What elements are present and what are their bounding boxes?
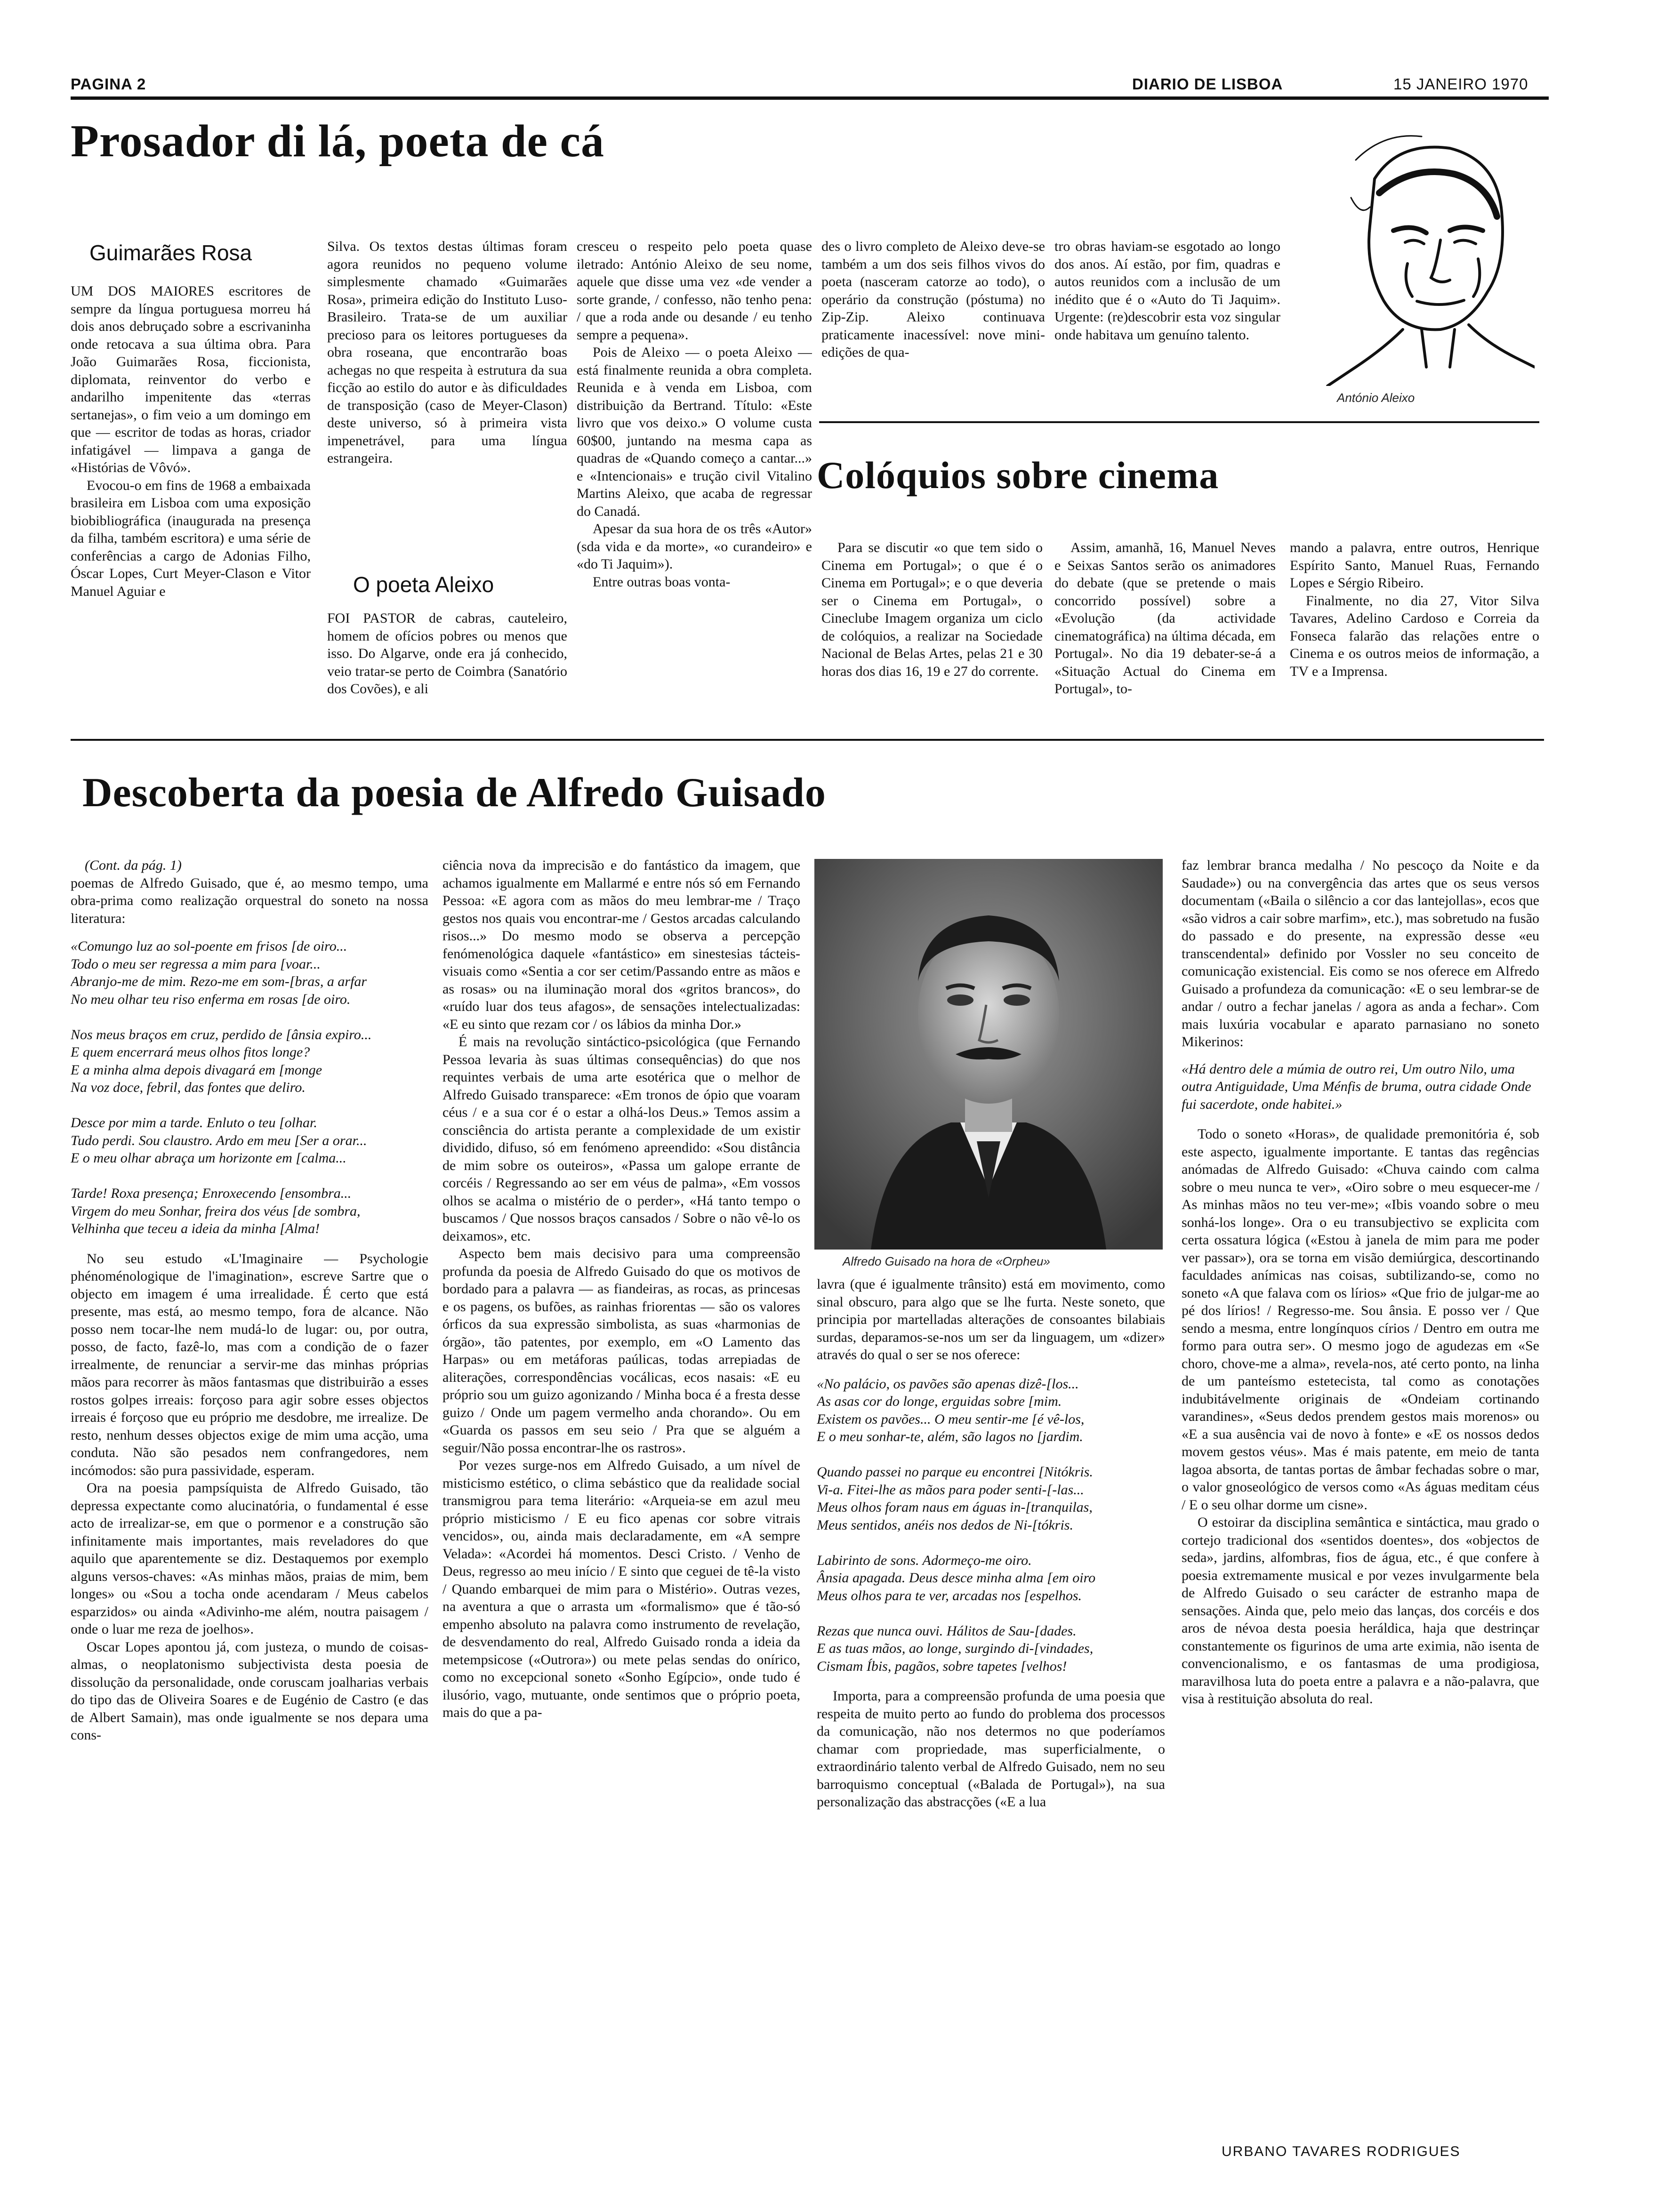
- newspaper-name: DIARIO DE LISBOA: [1132, 75, 1283, 93]
- article3-paragraph: No seu estudo «L'Imaginaire — Psychologie phénoménologique de l'imagination», escreve Sartre que o objecto em imagem é uma irrealidade. É certo que está presente, mas está, ao mesmo tempo, fora de alcance. Não posso nem tocar-lhe nem mudá-lo de lugar: ou, por outra, posso, de facto, fazê-lo, mas com a condição de o fazer irrealmente, de renunciar a servir-me das minhas próprias mãos para recorrer às mãos fantasmas que distribuirão a esses rostos golpes irreais: forçoso para agir sobre esses objectos irreais é forçoso que eu próprio me desdobre, me irrealize. De resto, nenhum desses objectos exige de mim uma acção, uma conduta. Não são pesados nem confrangedores, nem incómodos: são pura passividade, esperam.: [71, 1250, 428, 1478]
- sonnet-quote: «Há dentro dele a múmia de outro rei, Um outro Nilo, uma outra Antiguidade, Uma Ménfis de bruma, outra cidade Onde fui sacerdote, onde habitei.»: [1182, 1061, 1531, 1112]
- article2-column-1: [821, 539, 1043, 727]
- article3-paragraph: É mais na revolução sintáctico-psicológica (que Fernando Pessoa levaria às suas últimas consequências) do que nos requintes verbais de uma arte esotérica que o melhor de Alfredo Guisado transparece: «Em tronos de ópio que voaram céus / e a sua cor é o estar a olhá-los Deus.» Temos assim a consciência do artista perante a complexidade de um existir dividido, difuso, só em fenómeno apreendido: «Sou distância de mim sobre os outeiros», «Passa um galope errante de corcéis / Regressando ao ser em véus de palma», «Em vossos olhos se acalma o mistério de o perder», «Há tanto tempo o buscamos / Que nossos braços cansados / Sobre o não vê-lo os deixamos», etc.: [442, 1034, 800, 1244]
- headline-prosador: Prosador di lá, poeta de cá: [71, 116, 605, 167]
- author-signature: URBANO TAVARES RODRIGUES: [1222, 2144, 1461, 2159]
- sonnet-quote: «No palácio, os pavões são apenas dizê-[los... As asas cor do longe, erguidas sobre [mim. Existem os pavões... O meu sentir-me [é vê-los, E o meu sonhar-te, além, são lagos no [jardim. Quando passei no parque eu encontrei [Nitókris. Vi-a. Fitei-lhe as mãos para poder senti-[-las... Meus olhos foram naus em águas in-[tranquilas, Meus sentidos, anéis nos dedos de Ni-[tókris. Labirinto de sons. Adormeço-me oiro. Ânsia apagada. Deus desce minha alma [em oiro Meus olhos para te ver, arcadas nos [espelhos. Rezas que nunca ouvi. Hálitos de Sau-[dades. E as tuas mãos, ao longe, surgindo di-[vindades, Cismam Íbis, pagãos, sobre tapetes [velhos!: [817, 1376, 1096, 1674]
- article1-paragraph: Pois de Aleixo — o poeta Aleixo — está finalmente reunida a obra completa. Reunida e à venda em Lisboa, com distribuição da Bertrand. Título: «Este livro que vos deixo.» O volume custa 60$00, juntando na mesma capa as quadras de «Quando começo a cantar...» e «Intencionais» e trução civil Vitalino Martins Aleixo, que acaba de regressar do Canadá.: [577, 345, 812, 519]
- article3-paragraph: lavra (que é igualmente trânsito) está em movimento, como sinal obscuro, para algo que se lhe furta. Neste soneto, que principia por martelladas alterações de consoantes bilabiais surdas, deparamos-se-nos um ser da linguagem, um «dizer» através do qual o ser se nos oferece:: [817, 1276, 1165, 1362]
- article2-paragraph: mando a palavra, entre outros, Henrique Espírito Santo, Manuel Ruas, Fernando Lopes e Sérgio Ribeiro.: [1290, 540, 1539, 591]
- sonnet-quote: «Comungo luz ao sol-poente em frisos [de oiro... Todo o meu ser regressa a mim para [voar... Abranjo-me de mim. Rezo-me em som-[bras, a arfar No meu olhar teu riso enferma em rosas [de oiro. Nos meus braços em cruz, perdido de [ânsia expiro... E quem encerrará meus olhos fitos longe? E a minha alma depois divagará em [monge Na voz doce, febril, das fontes que deliro. Desce por mim a tarde. Enluto o teu [olhar. Tudo perdi. Sou claustro. Ardo em meu [Ser a orar... E o meu olhar abraça um horizonte em [calma... Tarde! Roxa presença; Enroxecendo [ensombra... Virgem do meu Sonhar, freira dos véus [de sombra, Velhinha que teceu a ideia da minha [Alma!: [71, 938, 372, 1236]
- article3-paragraph: O estoirar da disciplina semântica e sintáctica, mau grado o cortejo tradicional dos «sentidos doentes», dos «objectos de seda», jardins, alfombras, fios de água, etc., é que confere à poesia extremamente musical e por vezes invulgarmente bela de Alfredo Guisado o seu carácter de estranho mapa de sensações. Ainda que, pelo meio das lanças, dos corcéis e dos aros de névoa desta poesia heráldica, haja que destrinçar constantemente os figurinos de uma arte eximia, não isenta de convencionalismo, e os fantasmas de uma prodigiosa, maravilhosa luta do poeta entre a palavra e a não-palavra, que visa à restituição absoluta do real.: [1182, 1515, 1539, 1707]
- article1-paragraph: cresceu o respeito pelo poeta quase iletrado: António Aleixo de seu nome, aquele que disse uma vez «de vender a sorte grande, / confesso, não tenho pena: / que a roda ande ou desande / eu tenho sempre a pequena».: [577, 239, 812, 343]
- article3-paragraph: Todo o soneto «Horas», de qualidade premonitória é, sob este aspecto, igualmente importante. E tantas das regências anómadas de Alfredo Guisado: «Chuva caindo com calma sobre o meu nunca te ver», «Oiro sobre o meu esquecer-me / As minhas mãos no teu ver-me»; «Ibis voando sobre o meu sonhá-los longe». Ora o eu transubjectivo se explicita com certa ossatura lógica («Estou à janela de mim para me poder ver passar»), ora se torna em visão demiúrgica, descortinando faculdades anímicas nas coisas, subtilizando-se, como no soneto «A que falava com os lírios» «Que frio de julgar-me ao pé dos lírios! / Regresso-me. Sou ânsia. E posso ver / Que sendo a mesma, entre longínquos círios / Dentro em outra me formo para outra ser». O mesmo jogo de agudezas em «Se choro, chove-me a alma», revela-nos, até certo ponto, na linha de um panteísmo estetecista, tal como as conotações indubitávelmente originais de «Ondeiam cortinando varandines», «Seus dedos prendem gestos mais morenos» ou «E a sua ausência vai de novo à fonte» e «E os nossos dedos movem gestos véus». Mas é mais patente, em meio de tanta lagoa absorta, de tantas portas de âmbar fechadas sobre o mar, o valor gnoseológico de versos como «As águas meditam céus / E o seu olhar dorme um cisne».: [1182, 1126, 1539, 1513]
- article1-column-4: [821, 238, 1045, 417]
- article3-paragraph: Por vezes surge-nos em Alfredo Guisado, a um nível de misticismo estético, o clima sebástico que da realidade social transmigrou para tema literário: «Arqueia-se em azul meu próprio misticismo / E eu fico apenas cor sobre vitrais vencidos», ou, ainda mais declaradamente, em «A sempre Velada»: «Acordei há momentos. Desci Cristo. / Venho de Deus, regresso ao meu início / E sinto que ceguei de tê-la visto / Quando embarquei de mim para o Mistério». Outras vezes, na aventura a que o arrasta um «formalismo» que é tão-só empenho absoluto na palavra como instrumento de revelação, de desvendamento do real, Alfredo Guisado ronda a ideia da metempsicose («Outrora») ou mete pelas sendas do onírico, como no excepcional soneto «Sonho Egípcio», onde tudo é ilusório, vago, mutuante, onde sentimos que o próprio poeta, mais do que a pa-: [442, 1458, 800, 1720]
- article1-paragraph: tro obras haviam-se esgotado ao longo dos anos. Aí estão, por fim, quadras e autos reunidos com a inclusão de um inédito que é o «Auto do Ti Jaquim». Urgente: (re)descobrir esta voz singular onde habitava um genuíno talento.: [1054, 239, 1280, 343]
- article1-paragraph: Silva. Os textos destas últimas foram agora reunidos no pequeno volume simplesmente chamado «Guimarães Rosa», primeira edição do Instituto Luso-Brasileiro. Trata-se de um auxiliar precioso para os leitores portugueses da obra roseana, que encontrarão boas achegas no que respeita à estrutura da sua ficção ao estilo do autor e às dificuldades de transposição (caso de Meyer-Clason) deste universo, só à primeira vista impenetrável, para uma língua estrangeira.: [327, 239, 567, 466]
- article3-paragraph: ciência nova da imprecisão e do fantástico da imagem, que achamos igualmente em Mallarmé e entre nós só em Fernando Pessoa: «E agora com as mãos do meu lembrar-me / Traço gestos nos quais vou encontrar-me / Gestos arcadas calculando risos...» Do mesmo modo se observa a percepção fenómenológica daquele «fantástico» em sinestesias tácteis-visuais como «Sentia a cor ser cetim/Passando entre as mãos e as rosas» ou na iluminação moral dos «gritos brancos», do «ruído luar dos teus afagos», de sensações intelectualizadas: «E eu sinto que rezam cor / os lábios da minha Dor.»: [442, 858, 800, 1032]
- article3-paragraph: Aspecto bem mais decisivo para uma compreensão profunda da poesia de Alfredo Guisado do que os motivos de bordado para a palavra — as fiandeiras, as rocas, as princesas e os pagens, os bufões, as rainhas friorentas — são os valores órficos da sua expressão simbolista, as suas «harmonias de órgão», tão patentes, por exemplo, em «O Lamento das Harpas» ou em metáforas paúlicas, todas arrepiadas de aliterações, correspondências vocálicas, ecos nasais: «E eu próprio sou um guizo agonizando / Minha boca é a fresta desse guizo / Onde um pagem vermelho anda chorando». Ou em «Guarda os passos em seu seio / Pra que se alguém a seguir/Não possa encontrar-lhe os rastros».: [442, 1246, 800, 1456]
- article1-column-2: [327, 238, 567, 577]
- article2-column-2: [1054, 539, 1276, 727]
- portrait-antonio-aleixo: [1299, 122, 1535, 386]
- masthead-rule: [71, 96, 1549, 100]
- photo-caption: Alfredo Guisado na hora de «Orpheu»: [843, 1254, 1050, 1268]
- issue-date: 15 JANEIRO 1970: [1393, 75, 1528, 93]
- article1-paragraph: des o livro completo de Aleixo deve-se também a um dos seis filhos vivos do poeta (nasceram catorze ao todo), o operário da construção (póstuma) no Zip-Zip. Aleixo continuava praticamente inacessível: nove mini-edições de qua-: [821, 239, 1045, 360]
- sketch-illustration: [1299, 122, 1535, 386]
- article1-paragraph: UM DOS MAIORES escritores de sempre da língua portuguesa morreu há dois anos debruçado sobre a escrivaninha onde retocava a sua última obra. Para João Guimarães Rosa, ficcionista, diplomata, reinventor do verbo e andarilho impenitente das «terras sertanejas», o fim veio a um domingo em que — escritor de todas as horas, criador infatigável — limpava a ganga de «Histórias de Vôvó».: [71, 283, 311, 475]
- article3-paragraph: Importa, para a compreensão profunda de uma poesia que respeita de muito perto ao fundo do problema dos processos da comunicação, não nos determos no que poderíamos chamar com propriedade, mas superficialmente, o extraordinário talento verbal de Alfredo Guisado, nem no seu barroquismo conceptual («Balada de Portugal»), na sua personalização das abstracções («E a lua: [817, 1688, 1165, 1810]
- article1-paragraph: Evocou-o em fins de 1968 a embaixada brasileira em Lisboa com uma exposição biobibliográfica (inaugurada na presença da filha, também escritora) e uma série de conferências a cargo de Adonias Filho, Óscar Lopes, Curt Meyer-Clason e Vitor Manuel Aguiar e: [71, 477, 311, 599]
- article2-column-3: [1290, 539, 1539, 727]
- subhead-guimaraes-rosa: Guimarães Rosa: [89, 240, 252, 265]
- article1-column-1: [71, 282, 311, 729]
- article1-paragraph: FOI PASTOR de cabras, cauteleiro, homem de ofícios pobres ou menos que isso. Do Algarve, onde era já conhecido, veio tratar-se perto de Coimbra (Sanatório dos Covões), e ali: [327, 610, 567, 697]
- article3-column-4: [1182, 857, 1539, 2137]
- headline-coloquios: Colóquios sobre cinema: [817, 454, 1219, 497]
- article3-paragraph: faz lembrar branca medalha / No pescoço da Noite e da Saudade») ou na convergência das artes que os seus versos documentam («Baila o silêncio a cor das lantejollas», ecos que «são vidros a cair sobre marfim», etc.), mas sobretudo na fusão do passado e do presente, na expressão desse «eu transcendental» definido por Vossler no seu conceito de comunicação existencial. Eis como se nos oferece em Alfredo Guisado a profundeza da comunicação: «E o seu lembrar-se de andar / outro a fechar janelas / agora as anda a fechar». Com mais luxúria vocabular e aparato parnasiano no soneto Mikerinos:: [1182, 858, 1539, 1050]
- article1-column-2b: [327, 609, 567, 732]
- portrait-caption: António Aleixo: [1337, 391, 1415, 405]
- article3-paragraph: Oscar Lopes apontou já, com justeza, o mundo de coisas-almas, o neoplatonismo subjectivista desta poesia de dissolução da personalidade, onde coruscam joalharias verbais do tipo das de Oliveira Soares e de Eugénio de Castro (e das de Albert Samain), mas onde igualmente se nos depara uma cons-: [71, 1639, 428, 1743]
- article2-paragraph: Assim, amanhã, 16, Manuel Neves e Seixas Santos serão os animadores do debate (que se pretende o mais concorrido possível) sobre a «Evolução (da actividade cinematográfica) na última década, em Portugal». No dia 19 debater-se-á a «Situação Actual do Cinema em Portugal», to-: [1054, 540, 1276, 697]
- article-divider-top: [819, 421, 1539, 423]
- article3-paragraph: Ora na poesia pampsíquista de Alfredo Guisado, tão depressa expectante como alucinatória, o fundamental é esse acto de irrealizar-se, em que o pormenor e a construção são infinitamente mais importantes, mais reveladores do que aquilo que aparentemente se diz. Destaquemos por exemplo alguns versos-chaves: «As minhas mãos, praias de mim, bem longes» ou «Sou a tocha onde acendaram / Meus cabelos esparzidos» ou ainda «Adivinho-me além, noutra paisagem / onde o luar me reza de joelhos».: [71, 1480, 428, 1637]
- subhead-poeta-aleixo: O poeta Aleixo: [353, 572, 494, 597]
- article1-paragraph: Apesar da sua hora de os três «Autor» (sda vida e da morte», «o curandeiro» e «do Ti Jaquim»).: [577, 521, 812, 572]
- article3-column-2: [442, 857, 800, 2174]
- article1-column-3: [577, 238, 812, 732]
- article2-paragraph: Para se discutir «o que tem sido o Cinema em Portugal»; o que é o Cinema em Portugal»; e o que deveria ser o Cinema em Portugal», o Cineclube Imagem organiza um ciclo de colóquios, a realizar na Sociedade Nacional de Belas Artes, pelas 21 e 30 horas dos dias 16, 19 e 27 do corrente.: [821, 540, 1043, 679]
- continuation-note: (Cont. da pág. 1): [85, 858, 182, 873]
- headline-descoberta: Descoberta da poesia de Alfredo Guisado: [82, 770, 826, 816]
- portrait-photo: [814, 859, 1163, 1250]
- article1-column-5: [1054, 238, 1280, 417]
- article3-paragraph: poemas de Alfredo Guisado, que é, ao mesmo tempo, uma obra-prima como realização orquestral do soneto na nossa literatura:: [71, 875, 428, 926]
- article2-paragraph: Finalmente, no dia 27, Vitor Silva Tavares, Adelino Cardoso e Correia da Fonseca falarão das relações entre o Cinema e os outros meios de informação, a TV e a Imprensa.: [1290, 593, 1539, 679]
- article1-paragraph: Entre outras boas vonta-: [593, 574, 731, 590]
- article3-column-3: [817, 1275, 1165, 2174]
- page-number: PAGINA 2: [71, 75, 146, 93]
- article3-column-1: [71, 857, 428, 2174]
- photo-alfredo-guisado: [814, 859, 1163, 1250]
- section-divider: [71, 739, 1544, 741]
